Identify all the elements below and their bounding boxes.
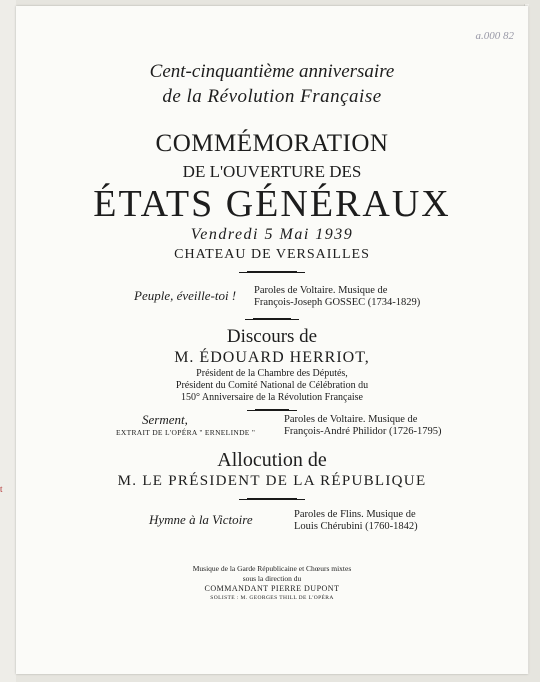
divider-3 (255, 409, 289, 411)
item2-subtitle: EXTRAIT DE L'OPÉRA " ERNELINDE " (116, 428, 256, 437)
speech1-role-2: Président du Comité National de Célébration du (175, 380, 369, 391)
footer-line-2: sous la direction du (242, 574, 302, 583)
program-item-2 (116, 412, 464, 438)
item3-credit-1: Paroles de Flins. Musique de (294, 509, 416, 520)
left-margin-mark: t (0, 484, 3, 494)
item1-credit-1: Paroles de Voltaire. Musique de (254, 285, 388, 296)
item1-title: Peuple, éveille-toi ! (134, 288, 237, 303)
footer-line-3: COMMANDANT PIERRE DUPONT (204, 584, 340, 593)
item3-credit-2: Louis Chérubini (1760-1842) (294, 521, 418, 532)
item2-title: Serment, (142, 412, 188, 427)
footer-line-4: SOLISTE : M. GEORGES THILL DE L'OPÉRA (210, 595, 334, 601)
speech1-speaker: M. ÉDOUARD HERRIOT, (174, 349, 370, 366)
speech1-role-3: 150° Anniversaire de la Révolution Française (180, 392, 363, 403)
speech1-heading: Discours de (226, 326, 318, 347)
header-line-1: Cent-cinquantième anniversaire (149, 61, 395, 82)
item3-title: Hymne à la Victoire (149, 512, 253, 527)
event-place: CHATEAU DE VERSAILLES (174, 247, 370, 262)
left-margin-strip (0, 0, 16, 682)
program-item-3 (149, 509, 444, 533)
item1-credit-2: François-Joseph GOSSEC (1734-1829) (254, 297, 421, 308)
divider-1 (247, 271, 297, 273)
speech2-speaker: M. LE PRÉSIDENT DE LA RÉPUBLIQUE (117, 473, 427, 489)
title-commemoration: COMMÉMORATION (155, 130, 389, 157)
footer-line-1: Musique de la Garde Républicaine et Chœurs mixtes (192, 564, 352, 573)
document-page (16, 6, 528, 674)
divider-4 (247, 498, 297, 500)
event-date: Vendredi 5 Mai 1939 (190, 226, 354, 243)
title-etats-generaux: ÉTATS GÉNÉRAUX (93, 183, 451, 225)
program-item-1 (134, 285, 454, 309)
header-line-2: de la Révolution Française (162, 86, 382, 107)
catalog-number: a.000 82 (475, 30, 514, 42)
title-ouverture: DE L'OUVERTURE DES (182, 162, 362, 181)
divider-2 (253, 318, 291, 320)
item2-credit-1: Paroles de Voltaire. Musique de (284, 414, 418, 425)
speech2-heading: Allocution de (217, 449, 327, 471)
item2-credit-2: François-André Philidor (1726-1795) (284, 426, 442, 437)
speech1-role-1: Président de la Chambre des Députés, (196, 368, 348, 379)
